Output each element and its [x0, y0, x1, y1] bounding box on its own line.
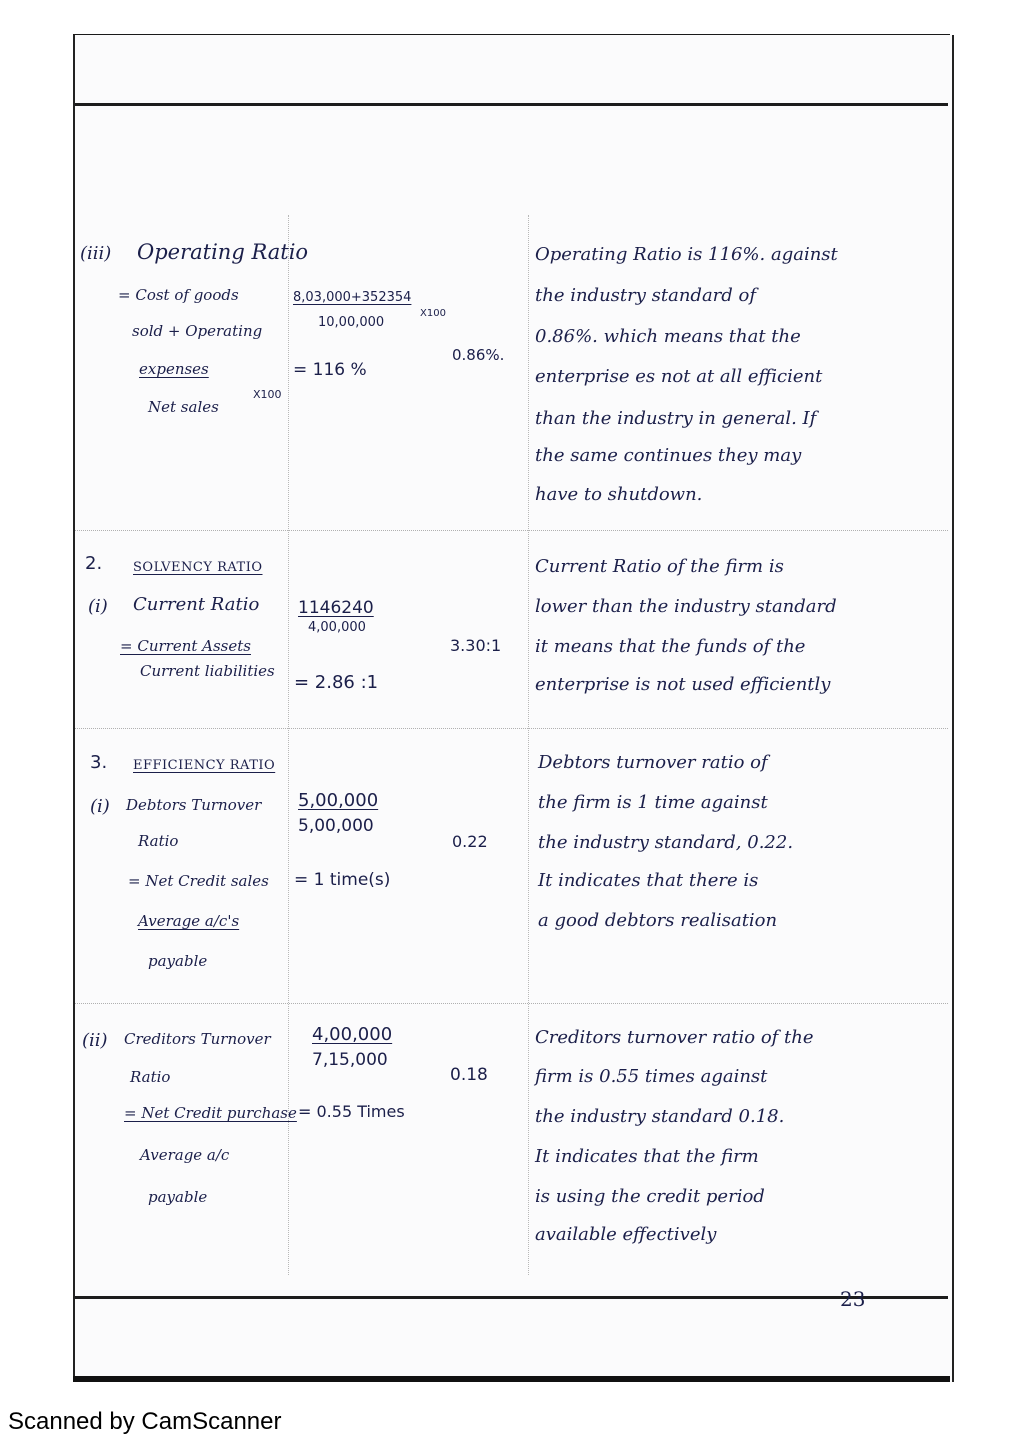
formula-line: Average a/c's	[138, 912, 240, 930]
comment-line: the firm is 1 time against	[538, 792, 768, 813]
comment-line: a good debtors realisation	[538, 910, 778, 931]
calc-numerator: 8,03,000+352354	[293, 290, 412, 305]
formula-line: Average a/c	[140, 1146, 230, 1164]
comment-line: It indicates that the firm	[535, 1146, 759, 1167]
row-divider	[75, 1003, 948, 1004]
comment-line: the industry standard of	[535, 285, 757, 306]
ratio-title: Creditors Turnover	[124, 1030, 271, 1048]
formula-line: Net sales	[148, 398, 219, 416]
formula-line: expenses	[139, 360, 209, 378]
comment-line: enterprise es not at all efficient	[535, 366, 823, 387]
comment-line: it means that the funds of the	[535, 636, 806, 657]
ratio-title: Ratio	[130, 1068, 171, 1086]
page-number: 23	[840, 1287, 866, 1311]
comment-line: the industry standard 0.18.	[535, 1106, 785, 1127]
x100-label: X100	[420, 308, 446, 319]
comment-line: Creditors turnover ratio of the	[535, 1027, 814, 1048]
formula-line: payable	[148, 1188, 208, 1206]
x100-label: X100	[253, 388, 282, 401]
industry-standard: 0.22	[452, 832, 488, 851]
calc-denominator: 4,00,000	[308, 620, 366, 635]
comment-line: Operating Ratio is 116%. against	[535, 244, 838, 265]
calc-denominator: 5,00,000	[298, 816, 374, 836]
scanner-watermark: Scanned by CamScanner	[8, 1408, 282, 1435]
ratio-title: Current Ratio	[133, 594, 260, 615]
formula-line: = Net Credit purchase	[124, 1104, 297, 1122]
comment-line: Debtors turnover ratio of	[538, 752, 768, 773]
calc-result: = 1 time(s)	[294, 870, 391, 890]
item-number: (iii)	[80, 243, 112, 264]
item-number: (i)	[90, 796, 110, 817]
formula-line: = Net Credit sales	[128, 872, 269, 890]
calc-numerator: 5,00,000	[298, 790, 379, 811]
industry-standard: 3.30:1	[450, 636, 502, 655]
comment-line: enterprise is not used efficiently	[535, 674, 831, 695]
row-divider	[75, 728, 948, 729]
comment-line: than the industry in general. If	[535, 408, 817, 429]
row-divider	[75, 530, 948, 531]
formula-line: sold + Operating	[132, 322, 263, 340]
comment-line: is using the credit period	[535, 1186, 765, 1207]
calc-numerator: 4,00,000	[312, 1024, 393, 1045]
comment-line: firm is 0.55 times against	[535, 1066, 768, 1087]
calc-denominator: 10,00,000	[318, 315, 385, 330]
calc-result: = 0.55 Times	[298, 1102, 405, 1121]
comment-line: have to shutdown.	[535, 484, 703, 505]
scan-bottom-edge	[73, 1376, 950, 1382]
ratio-title: Operating Ratio	[137, 240, 309, 264]
calc-denominator: 7,15,000	[312, 1050, 388, 1070]
comment-line: 0.86%. which means that the	[535, 326, 801, 347]
item-number: (ii)	[82, 1030, 108, 1051]
column-divider	[528, 215, 529, 1275]
calc-numerator: 1146240	[298, 598, 374, 618]
comment-line: It indicates that there is	[538, 870, 759, 891]
formula-line: = Current Assets	[120, 637, 251, 655]
industry-standard: 0.86%.	[452, 346, 505, 364]
comment-line: Current Ratio of the firm is	[535, 556, 784, 577]
calc-result: = 2.86 :1	[294, 672, 379, 693]
ratio-title: Ratio	[138, 832, 179, 850]
comment-line: lower than the industry standard	[535, 596, 837, 617]
comment-line: the industry standard, 0.22.	[538, 832, 794, 853]
section-number: 3.	[90, 752, 108, 773]
formula-line: = Cost of goods	[118, 286, 239, 304]
calc-result: = 116 %	[293, 360, 367, 380]
section-number: 2.	[85, 553, 103, 574]
formula-line: Current liabilities	[140, 662, 275, 680]
section-heading: EFFICIENCY RATIO	[133, 758, 276, 773]
industry-standard: 0.18	[450, 1065, 488, 1085]
formula-line: payable	[148, 952, 208, 970]
item-number: (i)	[88, 596, 108, 617]
comment-line: the same continues they may	[535, 445, 802, 466]
ratio-title: Debtors Turnover	[126, 796, 262, 814]
section-heading: SOLVENCY RATIO	[133, 560, 263, 575]
comment-line: available effectively	[535, 1224, 717, 1245]
